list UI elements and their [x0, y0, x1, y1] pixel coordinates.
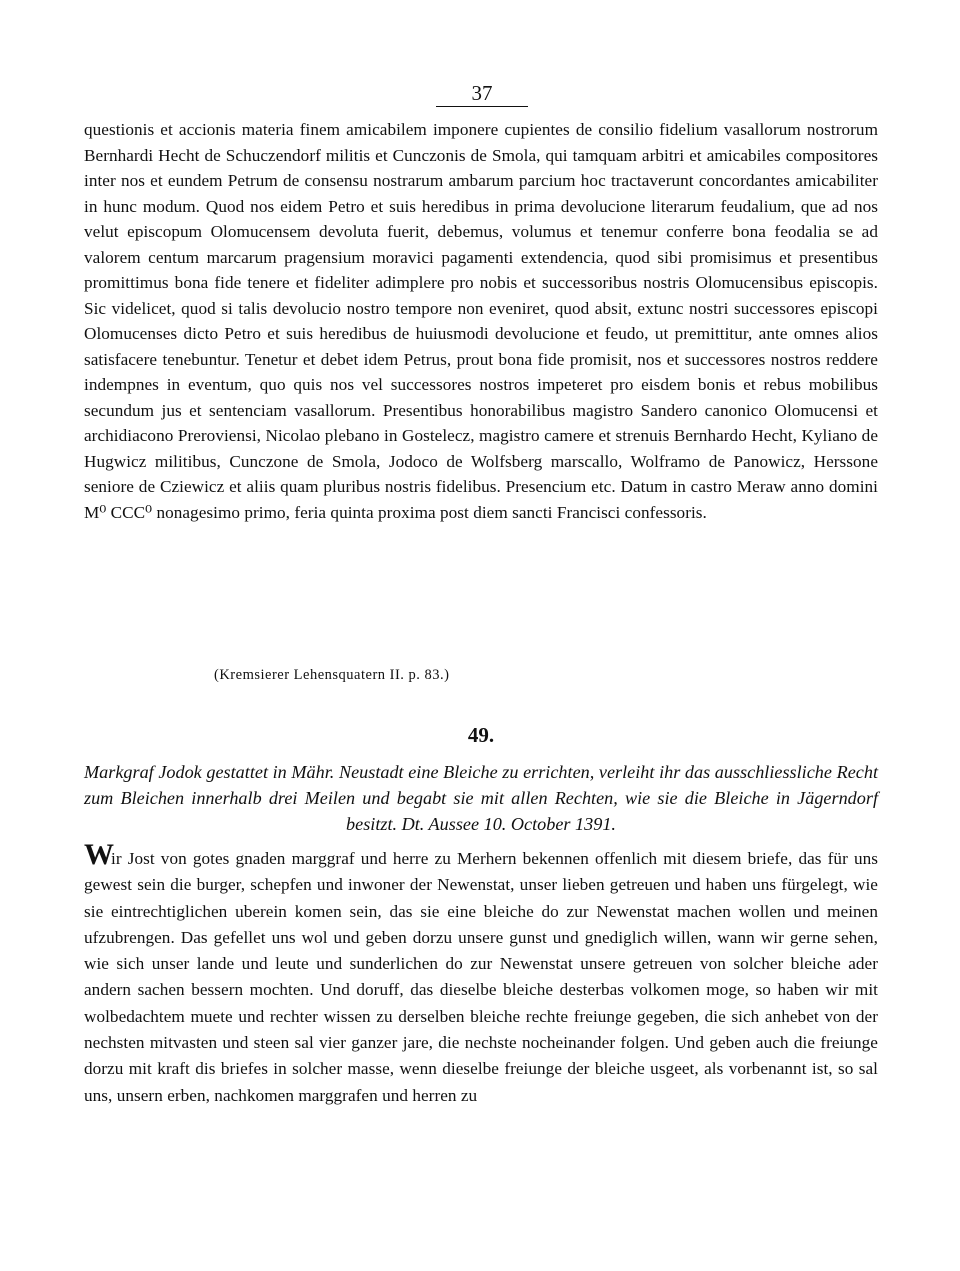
charter-body: ir Jost von gotes gnaden marggraf und herre zu Merhern bekennen offenlich mit diesem briefe, das für uns gewest sein die burger, schepfen und inwoner der Newenstat, unser lieben getreuen und haben uns fürgelegt, wie sie eintrechtiglichen uberein komen sein, das sie eine bleiche do zur Newenstat machen wollen und meinen ufzubrengen. Das gefellet uns wol und geben dorzu unsere gunst und gnediglich willen, wann wir gerne sehen, wie sich unser lande und leute und sunderlichen do zur Newenstat unsere getreuen von solcher bleiche ader andern sachen bessern mochten. Und doruff, das dieselbe bleiche desterbas volkomen moge, so haben wir mit wolbedachtem muete und rechter wissen zu derselben bleiche rechte freiunge gegeben, die sich anhebet von der nechsten mitvasten und steen sal vier ganzer jare, die nechste nocheinander folgen. Und geben auch die freiunge dorzu mit kraft dis briefes in solcher masse, wenn dieselbe freiunge der bleiche usgeet, als vorbenannt ist, so sal uns, unsern erben, nachkomen marggrafen und herren zu [84, 849, 878, 1105]
document-regest: Markgraf Jodok gestattet in Mähr. Neustadt eine Bleiche zu errichten, verleiht ihr das ausschliessliche Recht zum Bleichen innerhalb drei Meilen und begabt sie mit allen Rechten, wie sie die Bleiche in Jägerndorf besitzt. Dt. Aussee 10. October 1391. [84, 762, 878, 834]
previous-document-text: questionis et accionis materia finem amicabilem imponere cupientes de consilio fidelium vasallorum nostrorum Bernhardi Hecht de Schuczendorf militis et Cunczonis de Smola, qui tamquam arbitri et amicabiles compositores inter nos et eundem Petrum de consensu nostrarum ambarum parcium hoc tractaverunt concordantes amicabiliter in hunc modum. Quod nos eidem Petro et suis heredibus in prima devolucione literarum feudalium, que ad nos velut episcopum Olomucensem devoluta fuerit, debemus, volumus et tenemur conferre bona feodalia se ad valorem centum marcarum pragensium moravici pagamenti extendencia, quod sibi promisimus et presentibus promittimus bona fide tenere et fideliter adimplere pro nobis et successoribus nostris Olomucensibus episcopis. Sic videlicet, quod si talis devolucio nostro tempore non eveniret, quod absit, extunc nostri successores episcopi Olomucenses dicto Petro et suis heredibus de huiusmodi devolucione et feudo, ut premittitur, ante omnes alios satisfacere tenebuntur. Tenetur et debet idem Petrus, prout bona fide promisit, nos et successores nostros reddere indempnes in eventum, quo quis nos vel successores nostros impeteret pro eisdem bonis et rebus mobilibus secundum jus et sentenciam vasallorum. Presentibus honorabilibus magistro Sandero canonico Olomucensi et archidiacono Preroviensi, Nicolao plebano in Gostelecz, magistro camere et strenuis Bernhardo Hecht, Kyliano de Hugwicz militibus, Cunczone de Smola, Jodoco de Wolfsberg marscallo, Wolframo de Panowicz, Herssone seniore de Cziewicz et aliis quam pluribus nostris fidelibus. Presencium etc. Datum in castro Meraw anno domini M⁰ CCC⁰ nonagesimo primo, feria quinta proxima post diem sancti Francisci confessoris. [84, 120, 878, 522]
page-header [436, 80, 528, 107]
document-number: 49. [467, 723, 495, 747]
charter-text [84, 838, 878, 1109]
source-citation: (Kremsierer Lehensquatern II. p. 83.) [214, 667, 450, 683]
page-number: 37 [471, 81, 493, 105]
header-rule [436, 106, 528, 107]
initial-letter: W [84, 838, 111, 871]
